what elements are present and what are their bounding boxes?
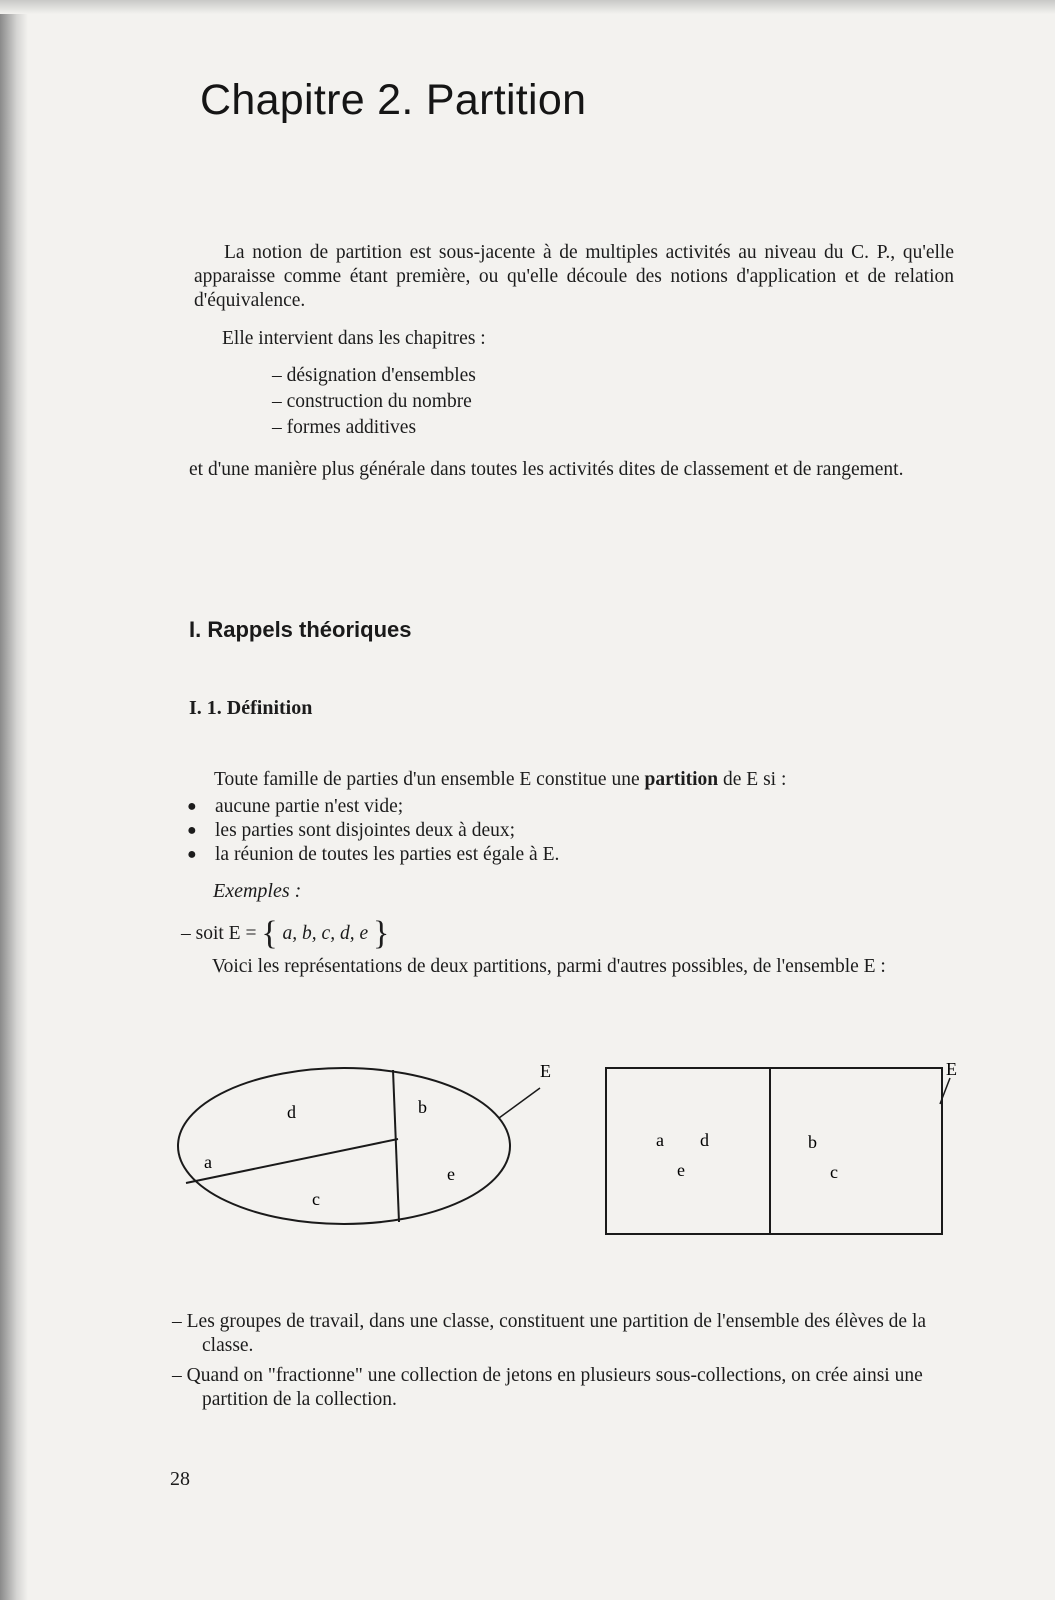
top-shadow [0,0,1055,14]
element-label: d [287,1102,296,1122]
binding-shadow [0,0,28,1600]
element-label: a [656,1130,664,1150]
rectangle-partition-diagram [598,1056,978,1246]
set-elements: a, b, c, d, e [277,923,373,944]
partition-line-vertical [393,1070,399,1222]
definition-tail: de E si : [718,769,787,790]
condition-text: aucune partie n'est vide; [215,796,404,817]
element-label: a [204,1152,212,1172]
examples-label: Exemples : [213,880,302,902]
chapter-title: Chapitre 2. Partition [200,76,587,124]
chapter-list-item: – formes additives [272,417,417,438]
ellipse-partition-diagram [172,1058,572,1238]
set-pointer-line [499,1088,540,1118]
definition-paragraph [189,768,949,792]
chapter-list-item: – construction du nombre [272,391,472,412]
condition-item [187,819,559,843]
example-item: – Quand on "fractionne" une collection de jetons en plusieurs sous-collections, on crée ainsi une partition de la collection. [172,1365,923,1410]
set-label: E [946,1059,957,1079]
condition-text: la réunion de toutes les parties est égale à E. [215,844,560,865]
chapter-list [272,363,476,441]
condition-item [187,843,559,867]
bullet-icon: ● [187,846,197,863]
examples-list [172,1310,942,1418]
element-label: c [312,1189,320,1209]
element-label: b [808,1132,817,1152]
page-number: 28 [170,1468,190,1490]
ellipse-outline [178,1068,510,1224]
example-item: – Les groupes de travail, dans une classe, constituent une partition de l'ensemble des élèves de la classe. [172,1311,927,1356]
set-prefix: – soit E = [181,923,262,944]
condition-item [187,795,559,819]
set-definition [181,915,389,953]
intervient-line: Elle intervient dans les chapitres : [222,328,486,349]
rectangle-outline [606,1068,942,1234]
set-label: E [540,1061,551,1081]
element-label: e [447,1164,455,1184]
condition-text: les parties sont disjointes deux à deux; [215,820,516,841]
element-label: c [830,1162,838,1182]
intro-paragraph: La notion de partition est sous-jacente à de multiples activités au niveau du C. P., qu'elle apparaisse comme étant première, ou qu'elle découle des notions d'application et de relation d'équivalence. [194,242,954,311]
bullet-icon: ● [187,822,197,839]
subsection-title: I. 1. Définition [189,697,313,719]
section-title: I. Rappels théoriques [189,617,412,642]
partition-line-diagonal [186,1139,398,1183]
general-paragraph: et d'une manière plus générale dans toutes les activités dites de classement et de rangement. [189,459,904,480]
brace-close: } [372,915,390,952]
element-label: e [677,1160,685,1180]
element-label: b [418,1097,427,1117]
definition-lead: Toute famille de parties d'un ensemble E constitue une [214,769,645,790]
chapter-list-item: – désignation d'ensembles [272,365,476,386]
element-label: d [700,1130,709,1150]
definition-conditions [187,795,559,867]
voici-paragraph: Voici les représentations de deux partitions, parmi d'autres possibles, de l'ensemble E : [212,956,886,977]
definition-term: partition [644,769,719,790]
brace-open: { [261,915,278,952]
bullet-icon: ● [187,798,197,815]
